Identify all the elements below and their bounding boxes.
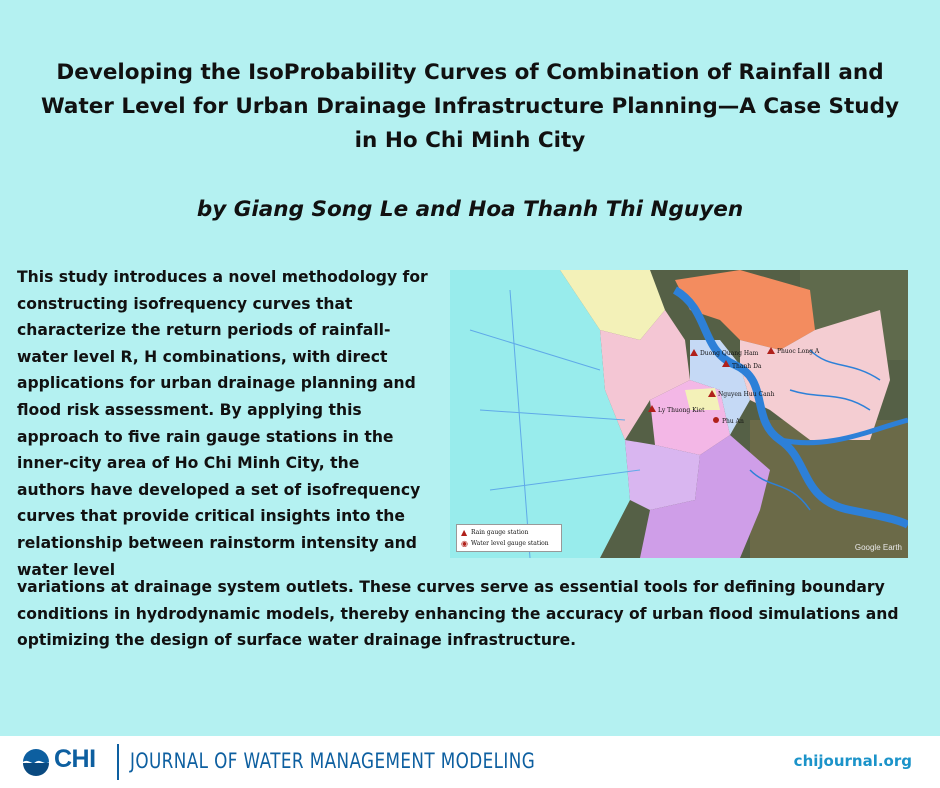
svg-text:Phuoc Long A: Phuoc Long A [777, 348, 820, 355]
map-attribution: Google Earth [854, 543, 902, 552]
chi-logo-text: CHI [54, 745, 96, 773]
footer-bar [0, 736, 940, 788]
station-nguyen-huu-canh [708, 390, 775, 398]
svg-text:Thanh Da: Thanh Da [732, 363, 762, 370]
footer-divider [117, 744, 119, 780]
legend-rain-gauge: Rain gauge station [471, 529, 529, 536]
svg-text:Nguyen Huu Canh: Nguyen Huu Canh [718, 391, 775, 398]
study-area-map [450, 270, 908, 558]
svg-text:Duong Quang Ham: Duong Quang Ham [700, 350, 759, 357]
legend-water-level: Water level gauge station [471, 540, 549, 547]
target-icon: ◉ [461, 539, 468, 548]
map-legend [456, 524, 562, 552]
abstract-text-part2: variations at drainage system outlets. These curves serve as essential tools for defining boundary conditions in hydrodynamic models, thereby enhancing the accuracy of urban flood simulations and optimizing the design of surface water drainage infrastructure. [17, 578, 899, 650]
article-title: Developing the IsoProbability Curves of Combination of Rainfall and Water Level for Urban Drainage Infrastructure Planning—A Case Study in Ho Chi Minh City [40, 60, 900, 153]
journal-name: JOURNAL OF WATER MANAGEMENT MODELING [130, 749, 536, 773]
abstract-text-part1: This study introduces a novel methodology for constructing isofrequency curves that characterize the return periods of rainfall-water level R, H combinations, with direct applications for urban drainage planning and flood risk assessment. By applying this approach to five rain gauge stations in the inner-city area of Ho Chi Minh City, the authors have developed a set of isofrequency curves that provide critical insights into the relationship between rainstorm intensity and water level [17, 268, 428, 579]
article-authors: by Giang Song Le and Hoa Thanh Thi Nguyen [196, 197, 744, 222]
map-image [450, 270, 908, 558]
journal-website-link[interactable]: chijournal.org [793, 752, 912, 770]
chi-logo-icon [22, 748, 50, 776]
triangle-icon: ▲ [461, 528, 468, 537]
svg-text:Phu An: Phu An [722, 418, 744, 425]
station-duong-quang-ham [690, 349, 759, 357]
svg-text:Ly Thuong Kiet: Ly Thuong Kiet [658, 407, 705, 414]
